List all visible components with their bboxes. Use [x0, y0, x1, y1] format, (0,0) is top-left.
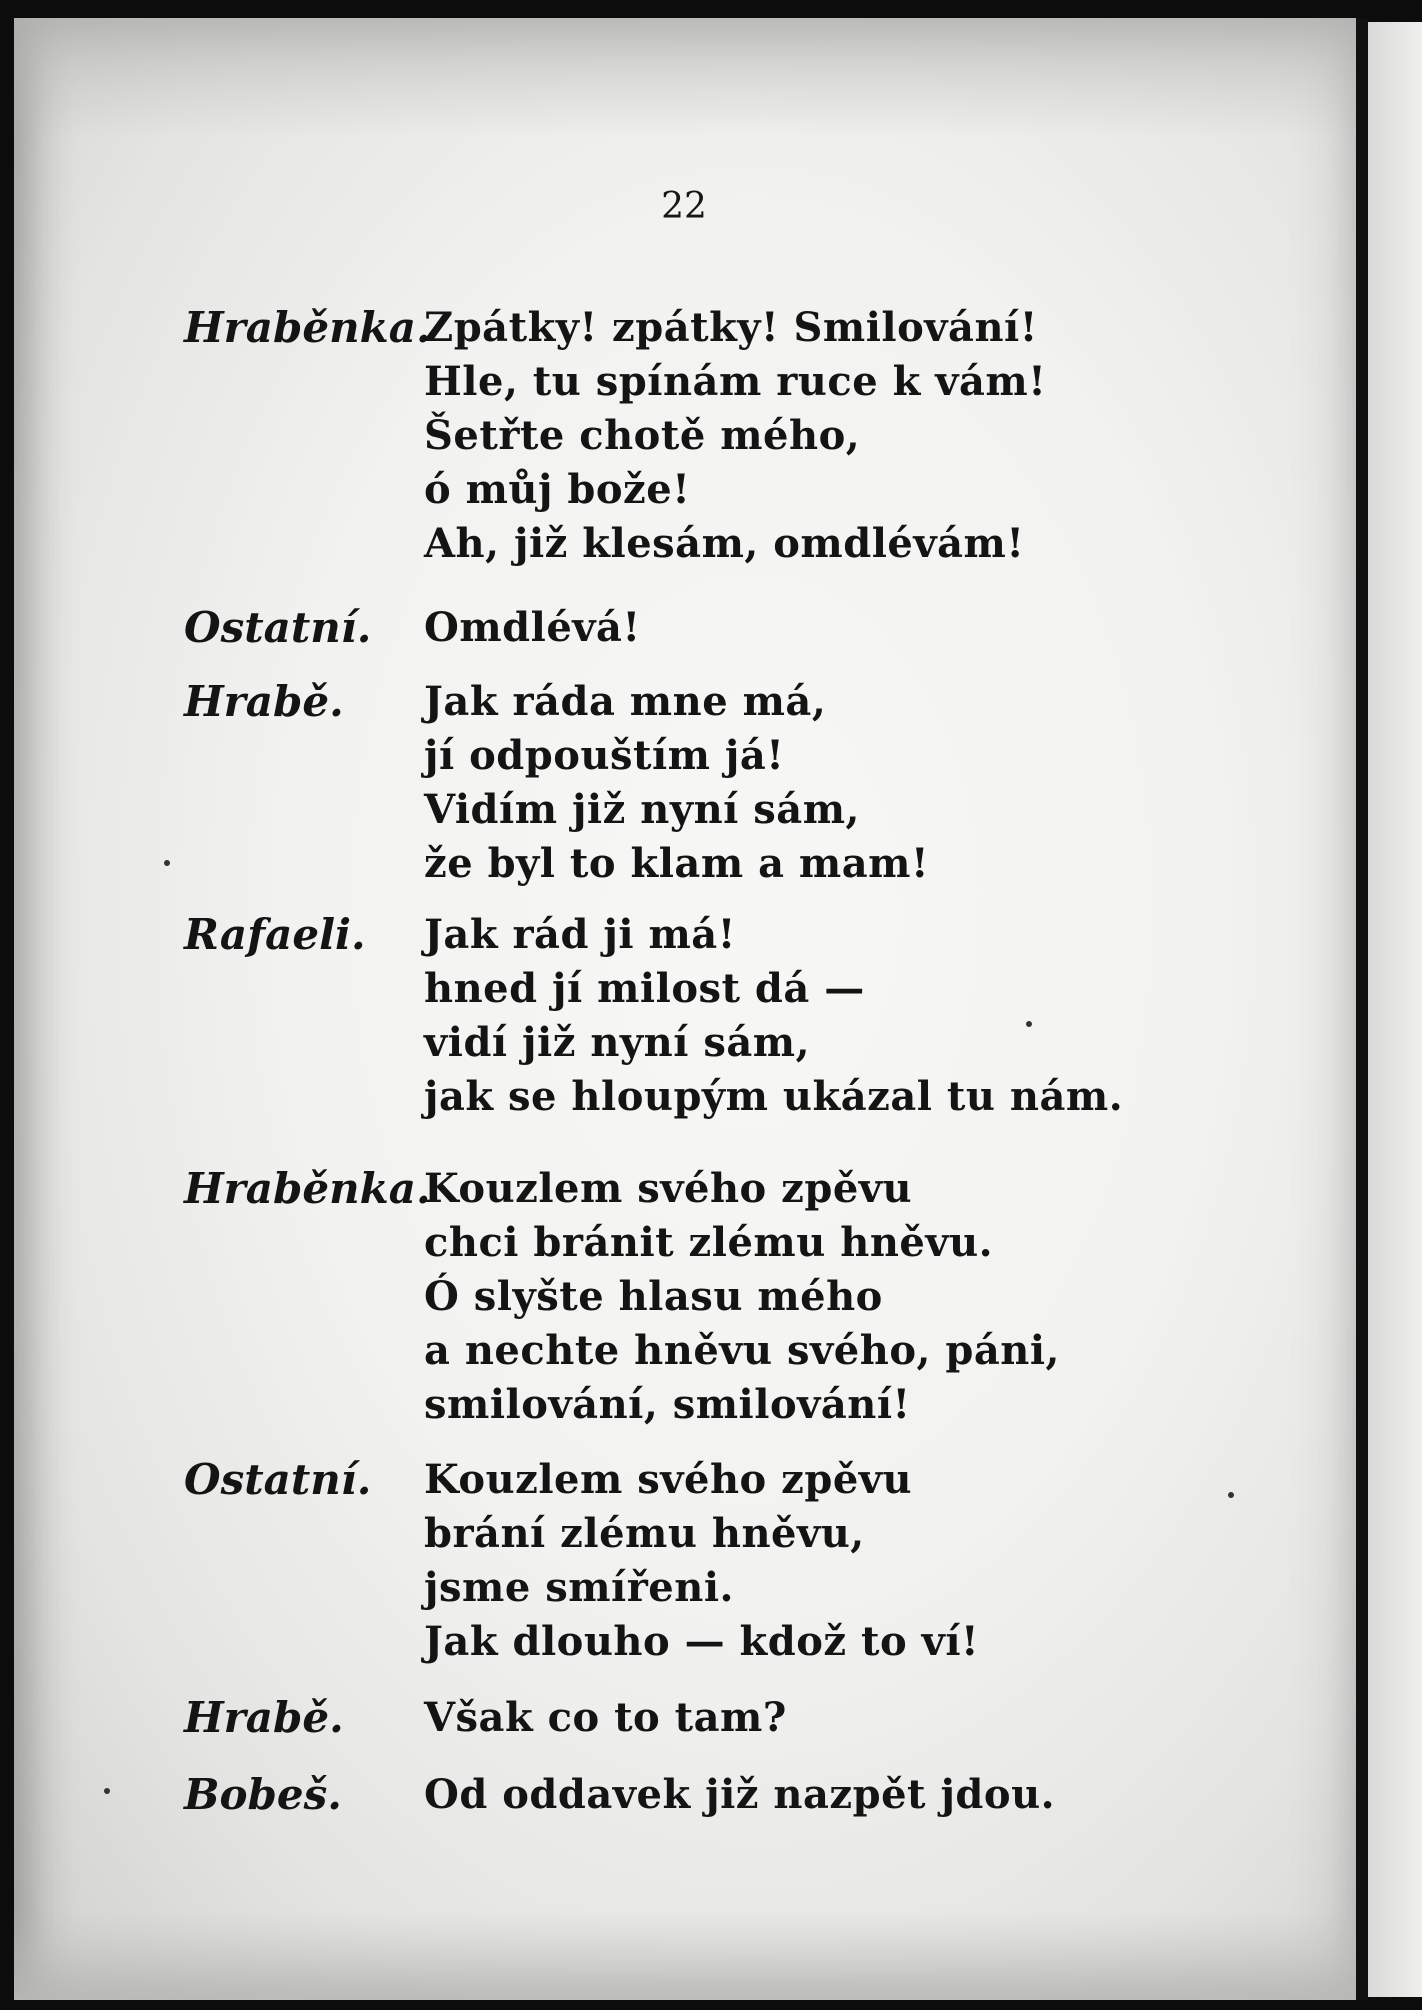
speaker-name: Hrabě.	[184, 1693, 344, 1742]
page-gutter-line	[1356, 18, 1368, 2000]
verse-line: a nechte hněvu svého, páni,	[424, 1327, 1060, 1374]
verse-line: ó můj bože!	[424, 466, 691, 513]
page-number: 22	[661, 186, 707, 227]
speech-lines	[424, 1768, 1055, 1822]
verse-line: Omdlévá!	[424, 604, 641, 651]
verse-line: smilování, smilování!	[424, 1381, 911, 1428]
ink-speck	[164, 860, 170, 866]
verse-line: Od oddavek již nazpět jdou.	[424, 1771, 1056, 1818]
verse-line: Vidím již nyní sám,	[424, 786, 860, 833]
speaker-name: Ostatní.	[184, 1455, 372, 1504]
ink-speck	[1026, 1021, 1032, 1027]
verse-line: chci bránit zlému hněvu.	[424, 1219, 994, 1266]
speech-lines	[424, 601, 641, 655]
book-page	[14, 18, 1356, 2000]
speaker-name: Ostatní.	[184, 603, 372, 652]
verse-line: Zpátky! zpátky! Smilování!	[424, 304, 1038, 351]
verse-line: Ah, již klesám, omdlévám!	[424, 520, 1025, 567]
verse-line: Jak rád ji má!	[424, 911, 736, 958]
speech-lines	[424, 301, 1046, 571]
verse-line: že byl to klam a mam!	[424, 840, 930, 887]
speaker-name: Rafaeli.	[184, 910, 366, 959]
verse-line: jak se hloupým ukázal tu nám.	[424, 1073, 1124, 1120]
verse-line: brání zlému hněvu,	[424, 1510, 865, 1557]
speaker-name: Hraběnka.	[184, 303, 431, 352]
verse-line: jsme smířeni.	[424, 1564, 734, 1611]
verse-line: jí odpouštím já!	[424, 732, 785, 779]
speech-lines	[424, 675, 929, 891]
verse-line: Hle, tu spínám ruce k vám!	[424, 358, 1047, 405]
ink-speck	[1228, 1492, 1234, 1498]
verse-line: Však co to tam?	[424, 1694, 787, 1741]
verse-line: Jak ráda mne má,	[424, 678, 827, 725]
verse-line: Jak dlouho — kdož to ví!	[424, 1618, 980, 1665]
ink-speck	[104, 1788, 110, 1794]
speaker-name: Hraběnka.	[184, 1164, 431, 1213]
speech-lines	[424, 1162, 1060, 1432]
speech-lines	[424, 1453, 979, 1669]
verse-line: Šetřte chotě mého,	[424, 412, 861, 459]
verse-line: hned jí milost dá —	[424, 965, 865, 1012]
speech-lines	[424, 1691, 787, 1745]
verse-line: Ó slyšte hlasu mého	[424, 1273, 883, 1320]
speech-lines	[424, 908, 1123, 1124]
verse-line: vidí již nyní sám,	[424, 1019, 811, 1066]
adjacent-page-edge	[1368, 22, 1422, 1997]
speaker-name: Bobeš.	[184, 1770, 342, 1819]
verse-line: Kouzlem svého zpěvu	[424, 1165, 913, 1212]
speaker-name: Hrabě.	[184, 677, 344, 726]
verse-line: Kouzlem svého zpěvu	[424, 1456, 913, 1503]
